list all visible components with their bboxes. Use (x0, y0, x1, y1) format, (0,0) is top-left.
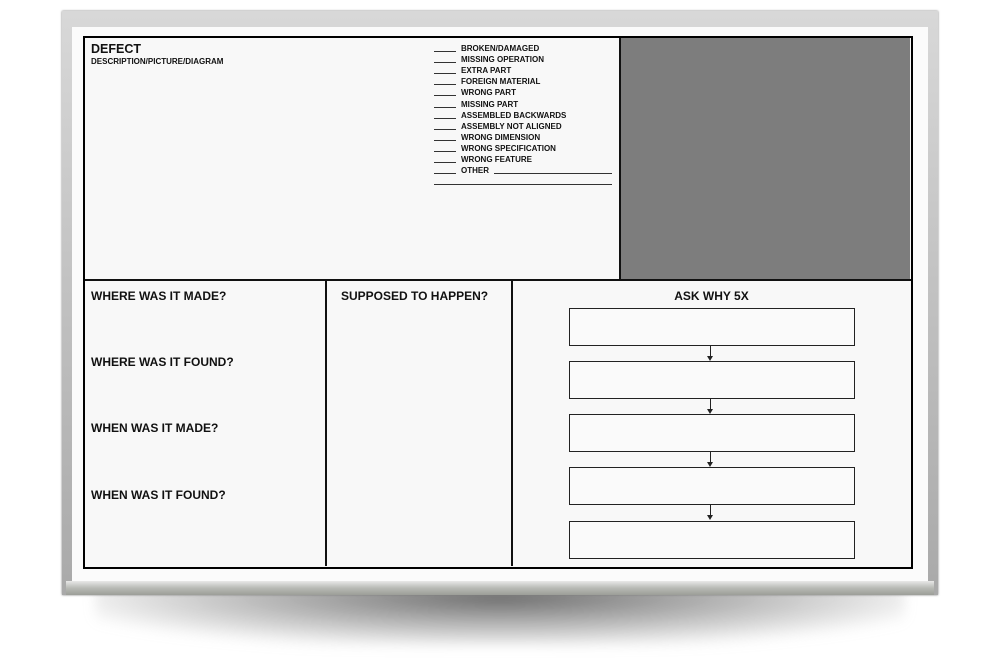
arrow-down-icon (710, 399, 711, 410)
gray-panel (620, 38, 910, 279)
checklist-item: WRONG PART (461, 88, 516, 98)
other-line (494, 173, 612, 174)
why-box-1[interactable] (569, 308, 855, 346)
checkbox-blank[interactable] (434, 118, 456, 119)
arrow-down-icon (710, 452, 711, 463)
checkbox-blank[interactable] (434, 151, 456, 152)
checklist-item: BROKEN/DAMAGED (461, 44, 540, 53)
arrow-down-icon (710, 346, 711, 357)
checkbox-blank[interactable] (434, 84, 456, 85)
checkbox-blank[interactable] (434, 162, 456, 163)
checklist-item: ASSEMBLED BACKWARDS (461, 110, 567, 120)
supposed-heading: SUPPOSED TO HAPPEN? (341, 289, 489, 303)
checkbox-blank[interactable] (434, 51, 456, 52)
checklist-item: MISSING PART (461, 99, 519, 109)
divider (511, 280, 513, 566)
question-where-made: WHERE WAS IT MADE? (91, 289, 227, 303)
checkbox-blank[interactable] (434, 129, 456, 130)
question-when-made: WHEN WAS IT MADE? (91, 421, 219, 435)
checklist-item: OTHER (461, 166, 489, 176)
checklist-item: ASSEMBLY NOT ALIGNED (461, 121, 562, 131)
why-box-3[interactable] (569, 414, 855, 452)
why-box-4[interactable] (569, 467, 855, 505)
checklist-item: FOREIGN MATERIAL (461, 77, 541, 87)
checkbox-blank[interactable] (434, 73, 456, 74)
question-when-found: WHEN WAS IT FOUND? (91, 488, 226, 502)
checklist-item: EXTRA PART (461, 66, 512, 76)
divider (85, 279, 911, 281)
checklist-item: WRONG DIMENSION (461, 132, 541, 142)
checklist-item: WRONG FEATURE (461, 155, 532, 164)
question-where-found: WHERE WAS IT FOUND? (91, 355, 234, 369)
why-box-2[interactable] (569, 361, 855, 399)
checkbox-blank[interactable] (434, 95, 456, 96)
divider (619, 38, 621, 280)
checkbox-blank[interactable] (434, 107, 456, 108)
checkbox-blank[interactable] (434, 173, 456, 174)
divider (325, 280, 327, 566)
marker-tray (66, 581, 934, 595)
checkbox-blank[interactable] (434, 140, 456, 141)
checkbox-blank[interactable] (434, 62, 456, 63)
arrow-down-icon (710, 505, 711, 516)
checklist-item: WRONG SPECIFICATION (461, 143, 556, 153)
defect-subtitle: DESCRIPTION/PICTURE/DIAGRAM (91, 57, 224, 66)
why-box-5[interactable] (569, 521, 855, 559)
checklist-item: MISSING OPERATION (461, 55, 544, 65)
extra-line (434, 184, 612, 185)
why-heading: ASK WHY 5X (674, 289, 749, 303)
defect-title: DEFECT (91, 42, 141, 56)
